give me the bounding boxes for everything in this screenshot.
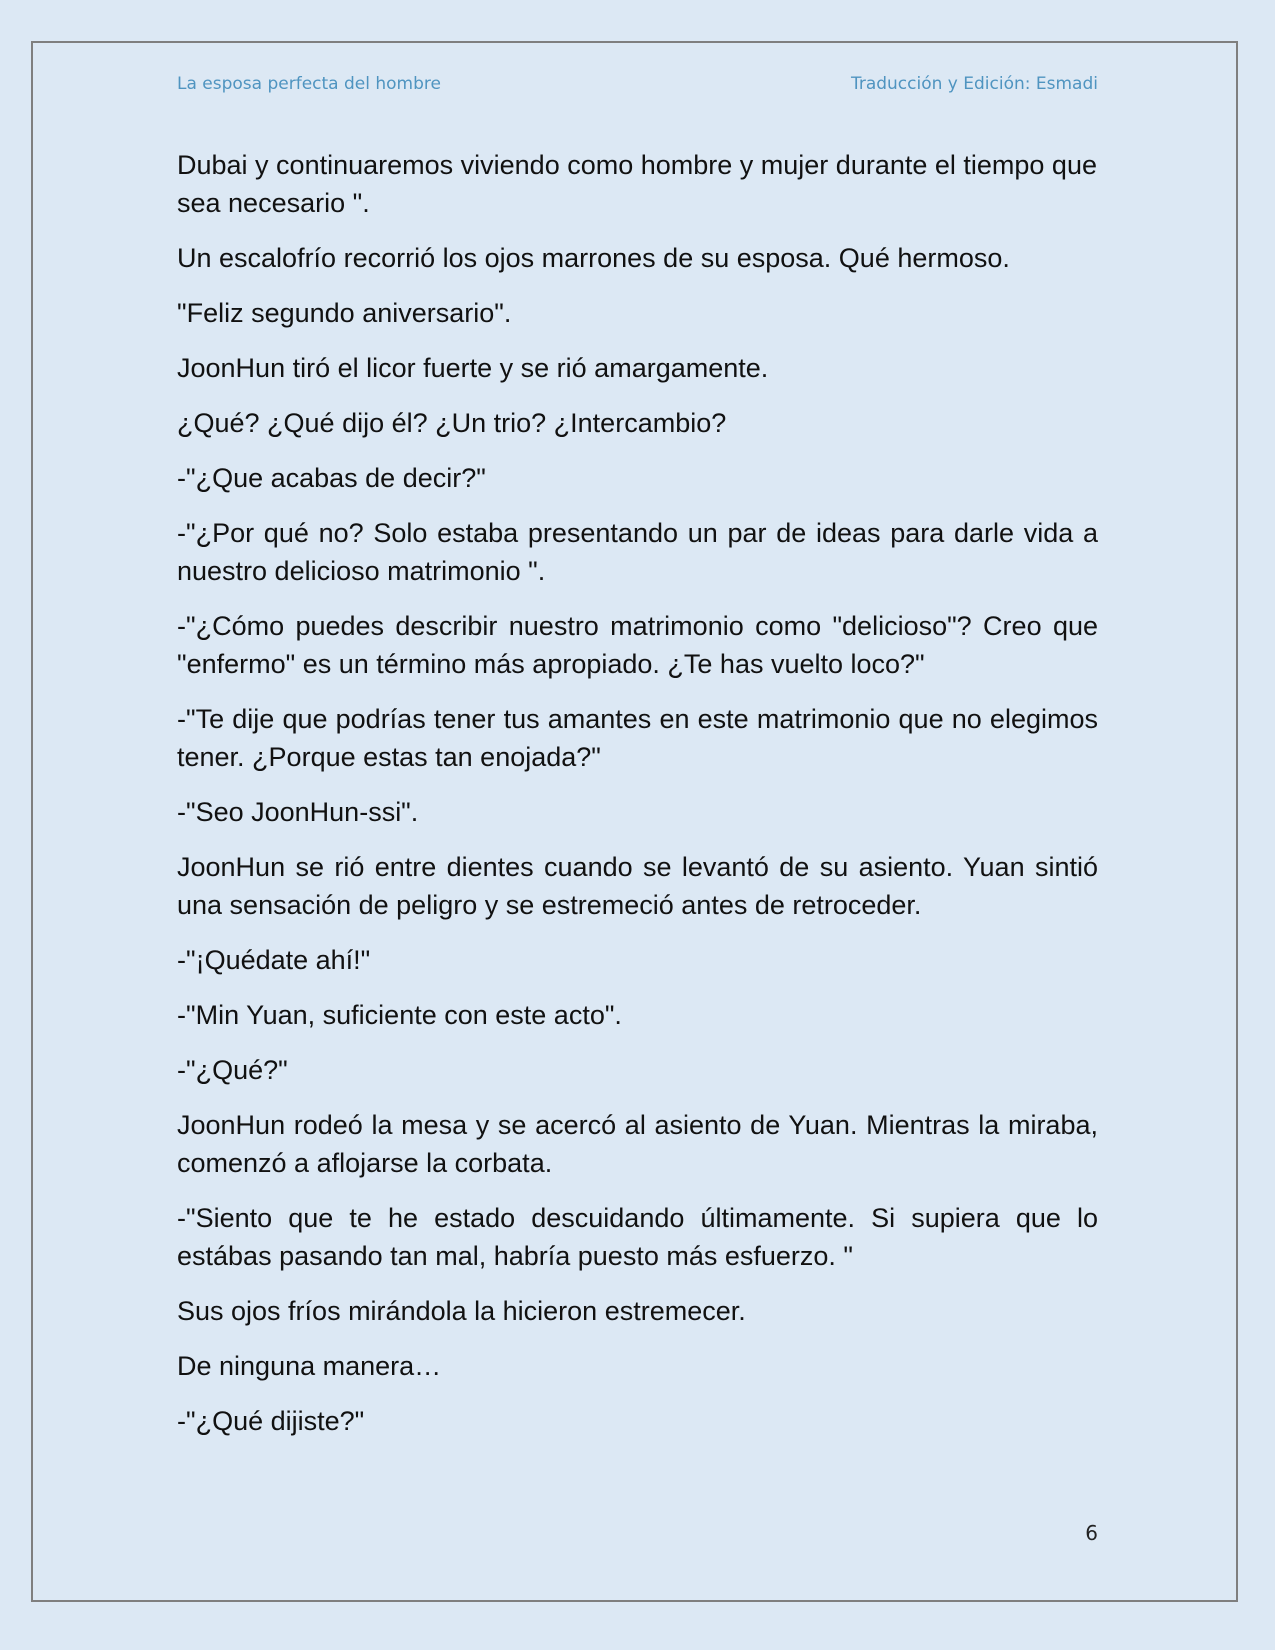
book-title: La esposa perfecta del hombre	[177, 74, 441, 94]
paragraph: Dubai y continuaremos viviendo como hombre y mujer durante el tiempo que sea necesario ".	[177, 150, 1097, 218]
paragraph: De ninguna manera…	[177, 1351, 442, 1381]
paragraph: JoonHun rodeó la mesa y se acercó al asiento de Yuan. Mientras la miraba, comenzó a aflojarse la corbata.	[177, 1110, 1098, 1178]
paragraph: Un escalofrío recorrió los ojos marrones de su esposa. Qué hermoso.	[177, 243, 1010, 273]
paragraph: -"Te dije que podrías tener tus amantes en este matrimonio que no elegimos tener. ¿Porque estas tan enojada?"	[177, 704, 1098, 772]
paragraph: JoonHun tiró el licor fuerte y se rió amargamente.	[177, 353, 769, 383]
paragraph: "Feliz segundo aniversario".	[177, 298, 512, 328]
paragraph: -"Siento que te he estado descuidando últimamente. Si supiera que lo estábas pasando tan mal, habría puesto más esfuerzo. "	[177, 1203, 1098, 1271]
paragraph: -"¿Cómo puedes describir nuestro matrimonio como "delicioso"? Creo que "enfermo" es un término más apropiado. ¿Te has vuelto loco?"	[177, 611, 1098, 679]
translation-credit: Traducción y Edición: Esmadi	[850, 74, 1098, 94]
page-number: 6	[1085, 1521, 1098, 1545]
paragraph: -"¡Quédate ahí!"	[177, 945, 371, 975]
paragraph: -"¿Que acabas de decir?"	[177, 463, 486, 493]
page-body	[177, 146, 1098, 1457]
paragraph: Sus ojos fríos mirándola la hicieron estremecer.	[177, 1296, 746, 1326]
page-header	[177, 74, 1098, 98]
paragraph: -"¿Por qué no? Solo estaba presentando un par de ideas para darle vida a nuestro delicioso matrimonio ".	[177, 518, 1098, 586]
paragraph: -"Min Yuan, suficiente con este acto".	[177, 1000, 622, 1030]
paragraph: JoonHun se rió entre dientes cuando se levantó de su asiento. Yuan sintió una sensación de peligro y se estremeció antes de retroceder.	[177, 852, 1098, 920]
paragraph: -"Seo JoonHun-ssi".	[177, 797, 419, 827]
paragraph: ¿Qué? ¿Qué dijo él? ¿Un trio? ¿Intercambio?	[177, 408, 727, 438]
paragraph: -"¿Qué dijiste?"	[177, 1406, 365, 1436]
paragraph: -"¿Qué?"	[177, 1055, 288, 1085]
